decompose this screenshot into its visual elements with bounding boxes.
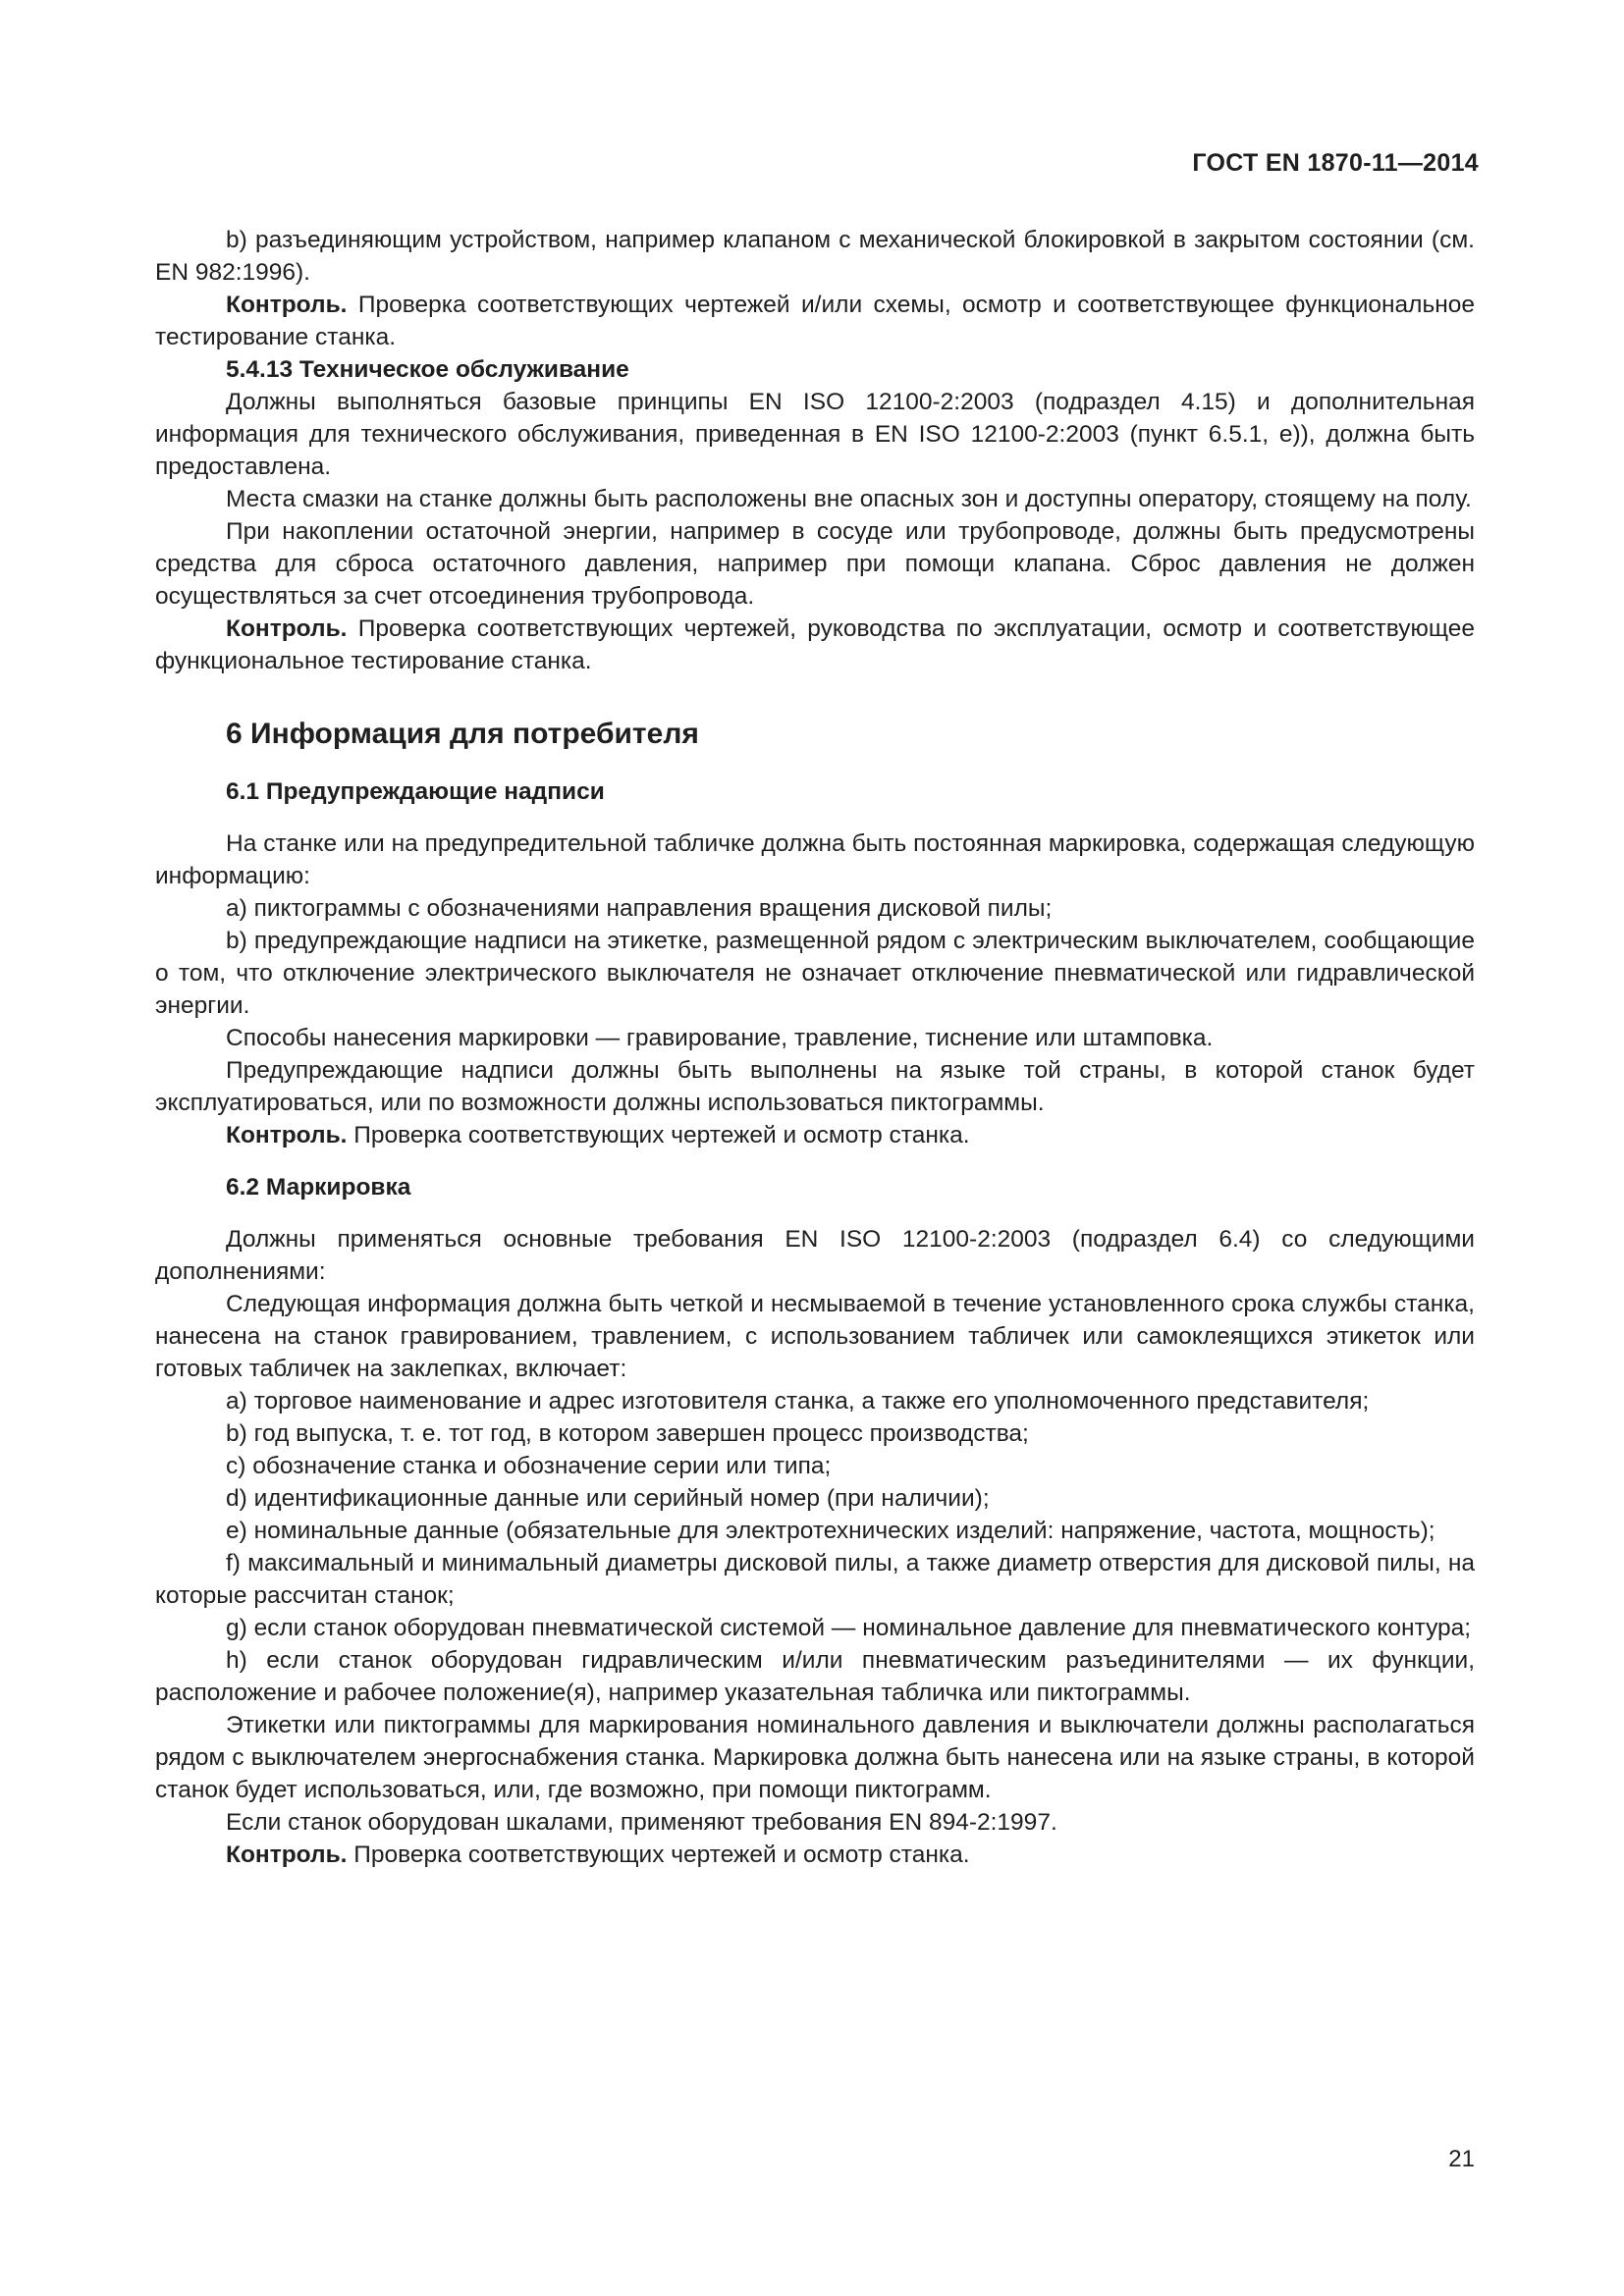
paragraph: Если станок оборудован шкалами, применяют требования EN 894-2:1997.: [226, 1809, 1057, 1836]
control-label: Контроль.: [226, 292, 348, 318]
control-label: Контроль.: [226, 1122, 348, 1148]
list-item: f) максимальный и минимальный диаметры дисковой пилы, а также диаметр отверстия для дисковой пилы, на которые рассчитан станок;: [155, 1550, 1475, 1609]
paragraph: При накоплении остаточной энергии, например в сосуде или трубопроводе, должны быть предусмотрены средства для сброса остаточного давления, например при помощи клапана. Сброс давления не должен осуществляться за счет отсоединения трубопровода.: [155, 518, 1475, 610]
list-item: c) обозначение станка и обозначение серии или типа;: [226, 1453, 832, 1479]
control-text: Проверка соответствующих чертежей и/или схемы, осмотр и соответствующее функциональное тестирование станка.: [155, 292, 1475, 350]
control-paragraph: [155, 289, 1475, 353]
paragraph: Должны выполняться базовые принципы EN ISO 12100-2:2003 (подраздел 4.15) и дополнительная информация для технического обслуживания, приведенная в EN ISO 12100-2:2003 (пункт 6.5.1, е)), должна быть предоставлена.: [155, 389, 1475, 480]
paragraph: Этикетки или пиктограммы для маркирования номинального давления и выключатели должны располагаться рядом с выключателем энергоснабжения станка. Маркировка должна быть нанесена или на языке страны, в которой станок будет использоваться, или, где возможно, при помощи пиктограмм.: [155, 1712, 1475, 1803]
control-paragraph: [155, 1839, 1475, 1871]
paragraph: Места смазки на станке должны быть расположены вне опасных зон и доступны оператору, стоящему на полу.: [226, 486, 1472, 512]
control-paragraph: [155, 1119, 1475, 1151]
control-text: Проверка соответствующих чертежей и осмотр станка.: [353, 1122, 970, 1148]
list-item: g) если станок оборудован пневматической системой — номинальное давление для пневматического контура;: [226, 1615, 1472, 1641]
section-5-4-13-title: 5.4.13 Техническое обслуживание: [226, 356, 629, 383]
document-body: [155, 224, 1475, 1871]
paragraph: Предупреждающие надписи должны быть выполнены на языке той страны, в которой станок будет эксплуатироваться, или по возможности должны использоваться пиктограммы.: [155, 1057, 1475, 1116]
control-label: Контроль.: [226, 1842, 348, 1868]
list-item: d) идентификационные данные или серийный номер (при наличии);: [226, 1485, 990, 1512]
page-number: 21: [1448, 2146, 1475, 2172]
list-item: b) предупреждающие надписи на этикетке, размещенной рядом с электрическим выключателем, сообщающие о том, что отключение электрического выключателя не означает отключение пневматической или гидравлической энергии.: [155, 928, 1475, 1019]
list-item: а) пиктограммы с обозначениями направления вращения дисковой пилы;: [226, 895, 1053, 922]
list-item: e) номинальные данные (обязательные для электротехнических изделий: напряжение, частота, мощность);: [226, 1518, 1435, 1544]
paragraph: Способы нанесения маркировки — гравирование, травление, тиснение или штамповка.: [226, 1025, 1214, 1051]
list-item: b) год выпуска, т. е. тот год, в котором завершен процесс производства;: [226, 1420, 1029, 1447]
section-6-title: 6 Информация для потребителя: [226, 718, 699, 750]
list-item: а) торговое наименование и адрес изготовителя станка, а также его уполномоченного представителя;: [226, 1388, 1370, 1415]
control-text: Проверка соответствующих чертежей, руководства по эксплуатации, осмотр и соответствующее функциональное тестирование станка.: [155, 615, 1475, 674]
paragraph-disconnect-device: b) разъединяющим устройством, например клапаном с механической блокировкой в закрытом состоянии (см. EN 982:1996).: [155, 227, 1475, 286]
paragraph: Должны применяться основные требования EN ISO 12100-2:2003 (подраздел 6.4) со следующими дополнениями:: [155, 1226, 1475, 1285]
section-6-2-title: 6.2 Маркировка: [226, 1174, 411, 1201]
paragraph: Следующая информация должна быть четкой и несмываемой в течение установленного срока службы станка, нанесена на станок гравированием, травлением, с использованием табличек или самоклеящихся этикеток или готовых табличек на заклепках, включает:: [155, 1291, 1475, 1382]
list-item: h) если станок оборудован гидравлическим и/или пневматическим разъединителями — их функции, расположение и рабочее положение(я), например указательная табличка или пиктограммы.: [155, 1647, 1475, 1706]
control-paragraph: [155, 613, 1475, 677]
section-6-1-title: 6.1 Предупреждающие надписи: [226, 778, 605, 805]
control-label: Контроль.: [226, 615, 348, 642]
document-header: ГОСТ EN 1870-11—2014: [1192, 149, 1479, 177]
control-text: Проверка соответствующих чертежей и осмотр станка.: [353, 1842, 970, 1868]
paragraph: На станке или на предупредительной табличке должна быть постоянная маркировка, содержащая следующую информацию:: [155, 830, 1475, 889]
